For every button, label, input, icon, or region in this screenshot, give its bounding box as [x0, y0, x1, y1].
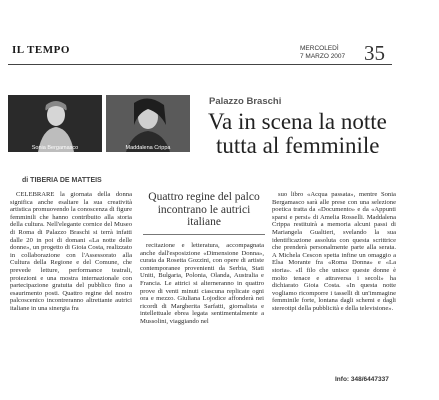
photo-sonia-bergamasco	[8, 95, 102, 152]
article-headline	[200, 110, 400, 158]
newspaper-masthead: IL TEMPO	[12, 44, 70, 56]
page-number: 35	[364, 41, 385, 65]
column-text: CELEBRARE la giornata della donna significa anche esaltare la sua creatività artistica promuovendo la conoscenza di figure femminili che hanno contribuito alla storia della cultura. Nell'elegante cornice del Museo di Roma di Palazzo Braschi si terrà infatti dalle 20 in poi di domani «La notte delle donne», un progetto di Gioia Costa, realizzato in collaborazione con l'Assessorato alla Cultura della Regione e del Comune, che prevede letture, performance teatrali, proiezioni e una mostra internazionale con partecipazione gratuita del pubblico fino a esaurimento posti. Quattro regine del nostro palcoscenico incontreranno altrettante autrici italiane in una sinergia fra	[10, 191, 132, 312]
photo-caption: Sonia Bergamasco	[31, 145, 79, 151]
dateline-date: 7 MARZO 2007	[300, 52, 346, 60]
info-phone: Info: 348/6447337	[335, 376, 389, 383]
column-text: suo libro «Acqua passata», mentre Sonia Bergamasco sarà alle prese con una selezione poetica tratta da «Documento» e da «Appunti sparsi e persi» di Amelia Rosselli. Maddalena Crippa restituirà a memoria alcuni passi di Mariangela Gualtieri, svelando la sua identificazione assoluta con questa scrittrice che prenderà personalmente parte alla serata. A Michela Cescon spetta infine un omaggio a Elsa Morante fra «Roma Donna» e «La storia». «Il filo che unisce queste donne è molto tenace e attraversa i secoli» ha dichiarato Gioia Costa. «In questa notte vogliamo ricomporre i tasselli di un'immagine femminile forte, lontana dagli schemi e dagli stereotipi della pubblicità e della televisione».	[272, 191, 396, 312]
column-text: recitazione e letteratura, accompagnata anche dall'esposizione «Dimensione Donna», curata da Rosetta Gozzini, con opere di artiste contemporanee provenienti da Serbia, Stati Uniti, Bulgaria, Polonia, Olanda, Australia e Francia. Le attrici si alterneranno in quattro prove di venti minuti ciascuna replicate ogni ora e mezzo. Giuliana Lojodice affonderà nei ricordi di Margherita Sarfatti, giornalista e intellettuale ebrea legata sentimentalmente a Mussolini, viaggiando nel	[140, 242, 264, 325]
headline-line-1: Va in scena la notte	[208, 109, 387, 134]
portrait-illustration	[106, 95, 190, 152]
article-column-3	[272, 191, 396, 313]
article-subhead: Quattro regine del palco incontrano le autrici italiane	[148, 191, 260, 228]
dateline-weekday: MERCOLEDÌ	[300, 45, 339, 52]
portrait-illustration	[8, 95, 102, 152]
dateline	[300, 45, 345, 60]
photo-caption: Maddalena Crippa	[125, 145, 171, 151]
photo-maddalena-crippa	[106, 95, 190, 152]
article-byline: di TIBERIA DE MATTEIS	[22, 177, 102, 184]
article-kicker: Palazzo Braschi	[209, 96, 282, 107]
header-rule	[8, 64, 392, 65]
article-column-2	[140, 242, 264, 326]
subhead-rule	[143, 234, 265, 235]
headline-line-2: tutta al femminile	[216, 133, 380, 158]
article-column-1	[10, 191, 132, 313]
